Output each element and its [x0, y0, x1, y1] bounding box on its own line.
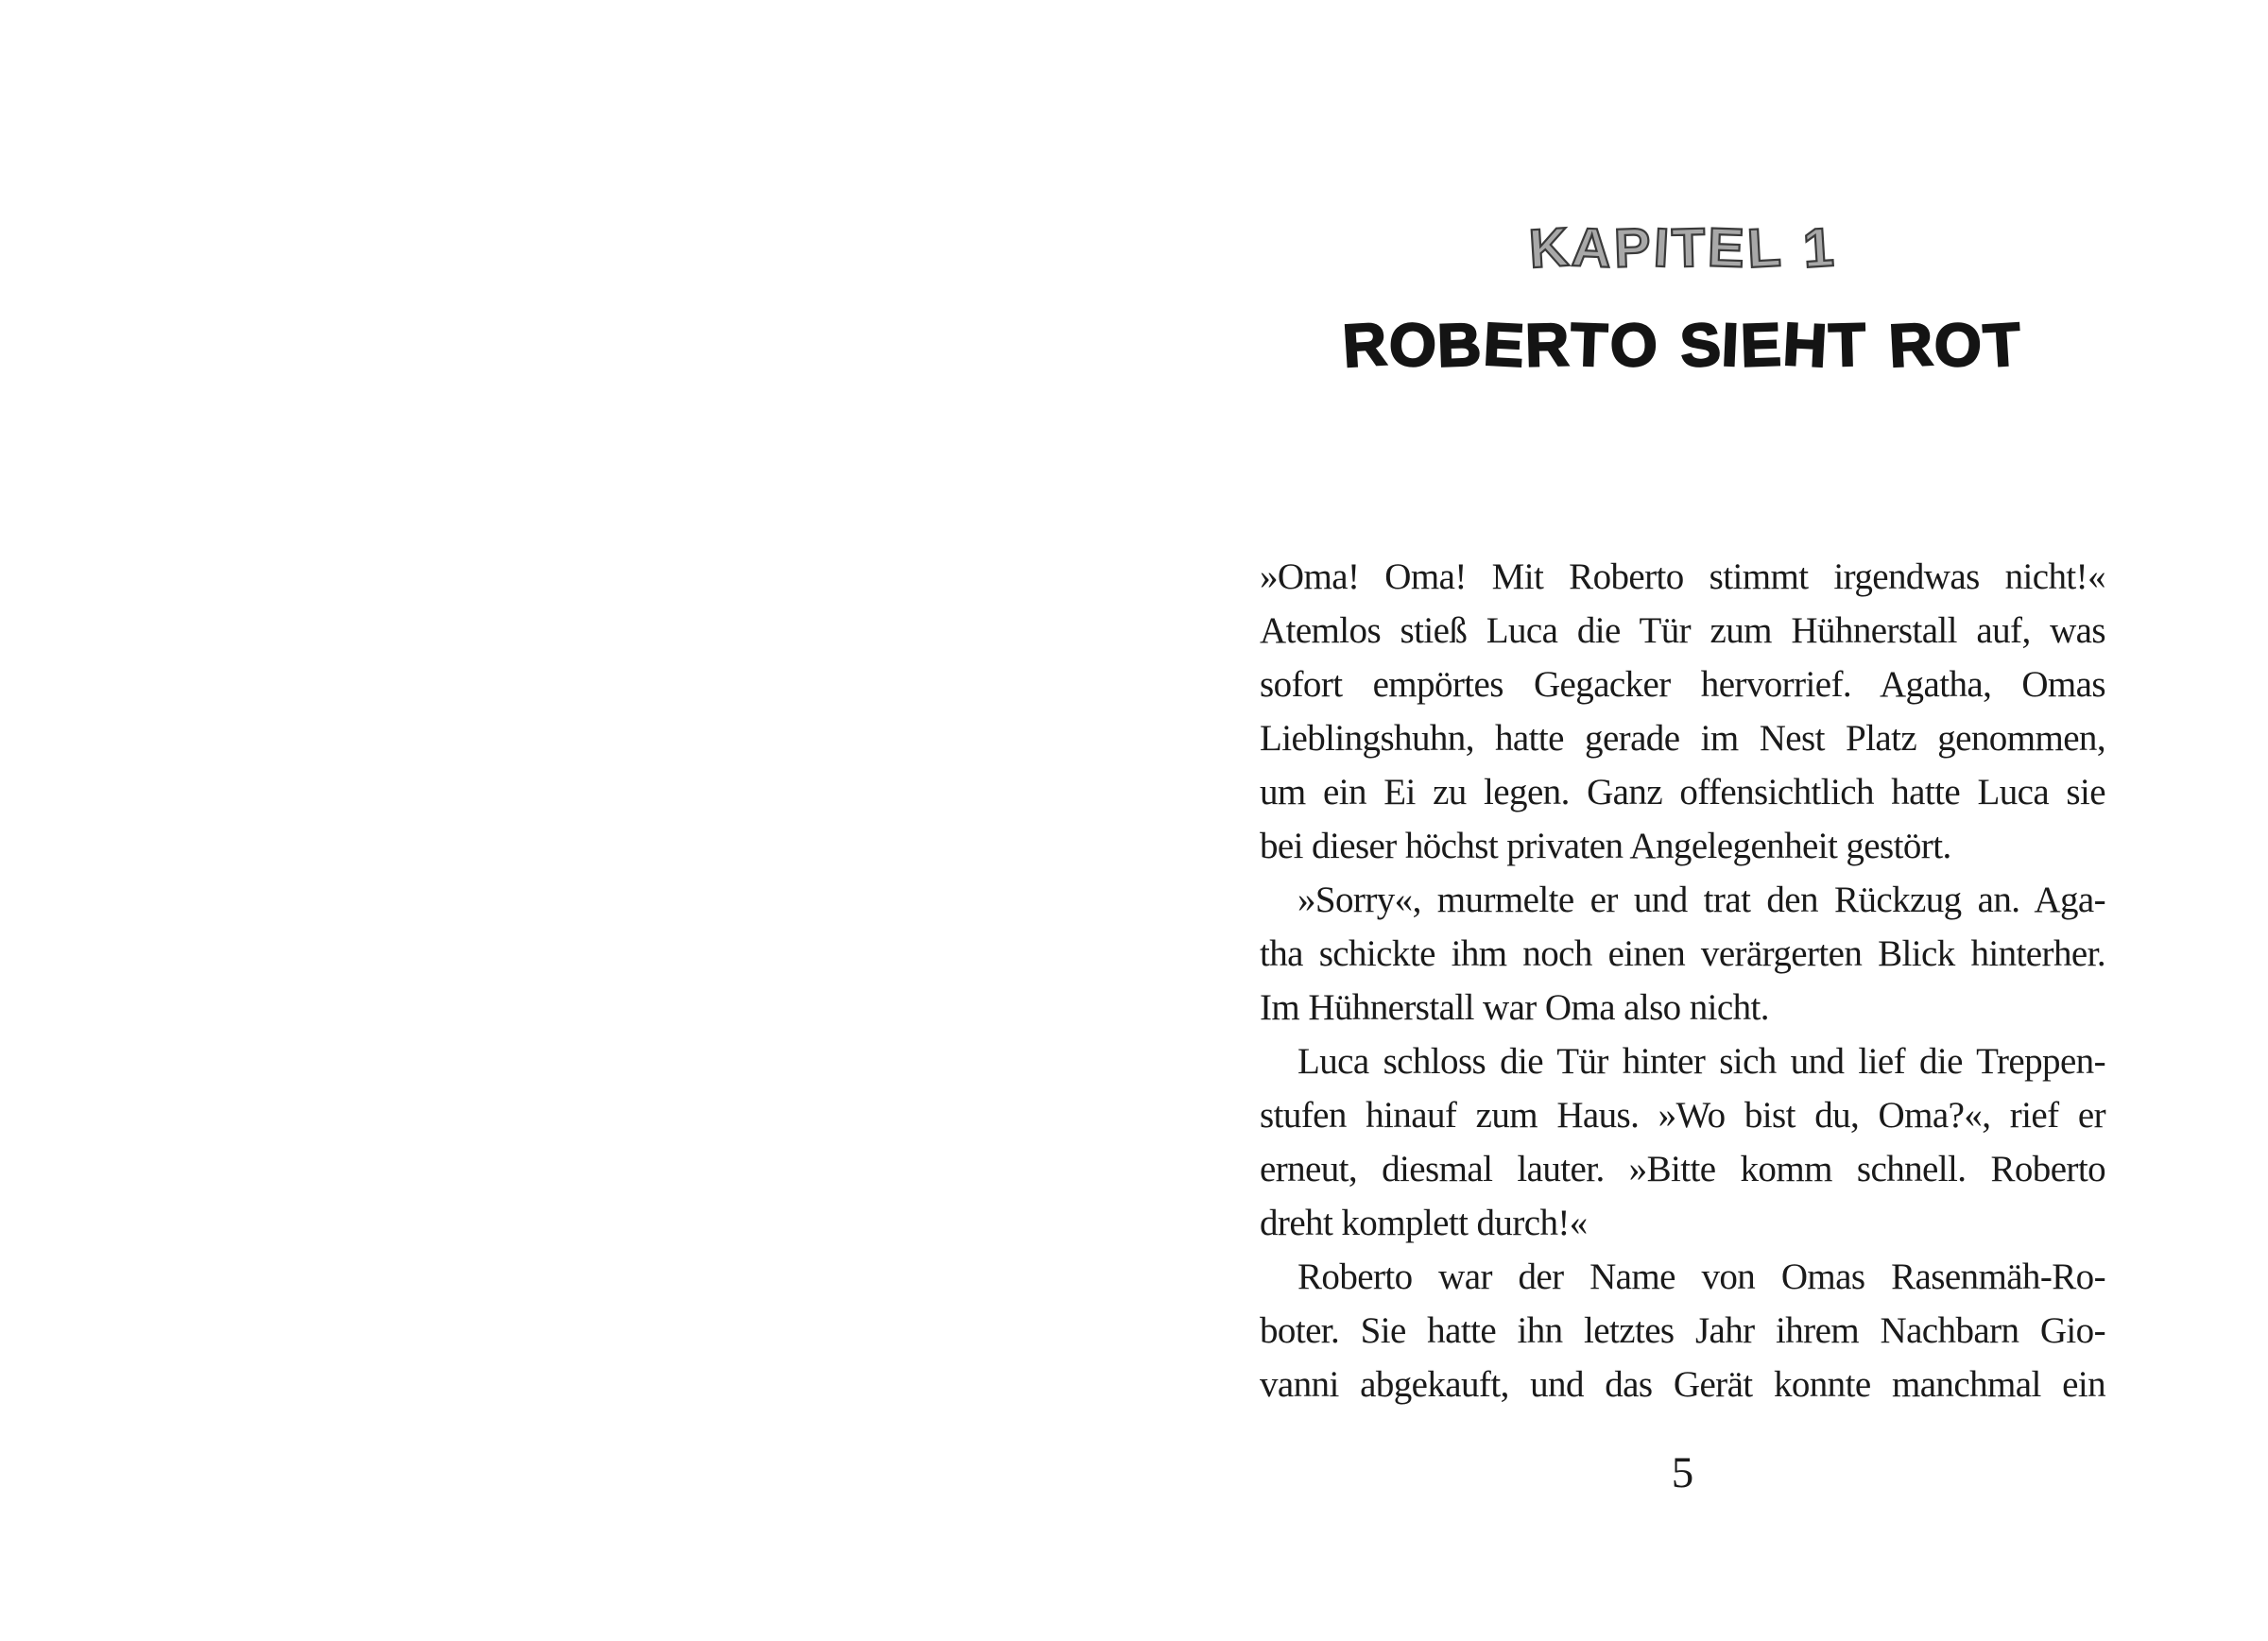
- comic-letter: K: [1527, 215, 1573, 281]
- comic-letter: R: [1341, 309, 1391, 381]
- text-line: tha schickte ihm noch einen verärgerten Blick hinterher.: [1260, 933, 2105, 974]
- text-line: Atemlos stieß Luca die Tür zum Hühnerstall auf, was: [1260, 610, 2105, 651]
- text-line: Roberto war der Name von Omas Rasenmäh-Ro-: [1297, 1256, 2105, 1297]
- comic-letter: R: [1886, 309, 1936, 381]
- body-text: [1260, 550, 2105, 1411]
- comic-letter: I: [1720, 310, 1743, 380]
- chapter-label: [1260, 215, 2105, 281]
- comic-letter: T: [1570, 310, 1611, 380]
- comic-letter: E: [1481, 309, 1528, 381]
- text-line: »Sorry«, murmelte er und trat den Rückzug an. Aga-: [1297, 880, 2105, 920]
- text-line: vanni abgekauft, und das Gerät konnte manchmal ein: [1260, 1364, 2105, 1405]
- comic-letter: A: [1570, 216, 1616, 280]
- text-line: dreht komplett durch!«: [1260, 1203, 1588, 1243]
- text-line: erneut, diesmal lauter. »Bitte komm schnell. Roberto: [1260, 1149, 2105, 1189]
- comic-letter: L: [1745, 216, 1785, 280]
- comic-letter: T: [1828, 310, 1869, 380]
- comic-letter: O: [1387, 309, 1439, 381]
- comic-letter: S: [1677, 309, 1725, 381]
- comic-letter: T: [1981, 309, 2024, 381]
- comic-letter: [1866, 315, 1890, 376]
- text-line: um ein Ei zu legen. Ganz offensichtlich hatte Luca sie: [1260, 772, 2105, 812]
- right-page: [1260, 0, 2105, 1641]
- comic-letter: O: [1933, 310, 1984, 380]
- comic-letter: E: [1707, 216, 1748, 280]
- text-line: stufen hinauf zum Haus. »Wo bist du, Oma?«, rief er: [1260, 1095, 2105, 1136]
- comic-letter: H: [1781, 309, 1830, 381]
- comic-letter: T: [1670, 216, 1710, 280]
- text-line: »Oma! Oma! Mit Roberto stimmt irgendwas nicht!«: [1260, 556, 2105, 597]
- comic-letter: R: [1524, 310, 1572, 380]
- text-line: Im Hühnerstall war Oma also nicht.: [1260, 987, 1769, 1028]
- text-line: sofort empörtes Gegacker hervorrief. Agatha, Omas: [1260, 664, 2105, 705]
- comic-letter: 1: [1800, 215, 1838, 281]
- comic-letter: P: [1612, 216, 1655, 280]
- page-number: 5: [1671, 1448, 1694, 1497]
- text-line: boter. Sie hatte ihn letztes Jahr ihrem Nachbarn Gio-: [1260, 1310, 2105, 1351]
- text-line: Lieblingshuhn, hatte gerade im Nest Platz genommen,: [1260, 718, 2105, 759]
- chapter-title: [1260, 309, 2105, 381]
- comic-letter: [1658, 315, 1680, 376]
- comic-letter: E: [1739, 310, 1785, 380]
- text-line: bei dieser höchst privaten Angelegenheit gestört.: [1260, 826, 1951, 866]
- comic-letter: O: [1607, 309, 1661, 381]
- text-line: Luca schloss die Tür hinter sich und lief die Treppen-: [1297, 1041, 2105, 1082]
- comic-letter: [1783, 221, 1804, 277]
- comic-letter: B: [1436, 310, 1485, 380]
- comic-letter: I: [1651, 216, 1674, 280]
